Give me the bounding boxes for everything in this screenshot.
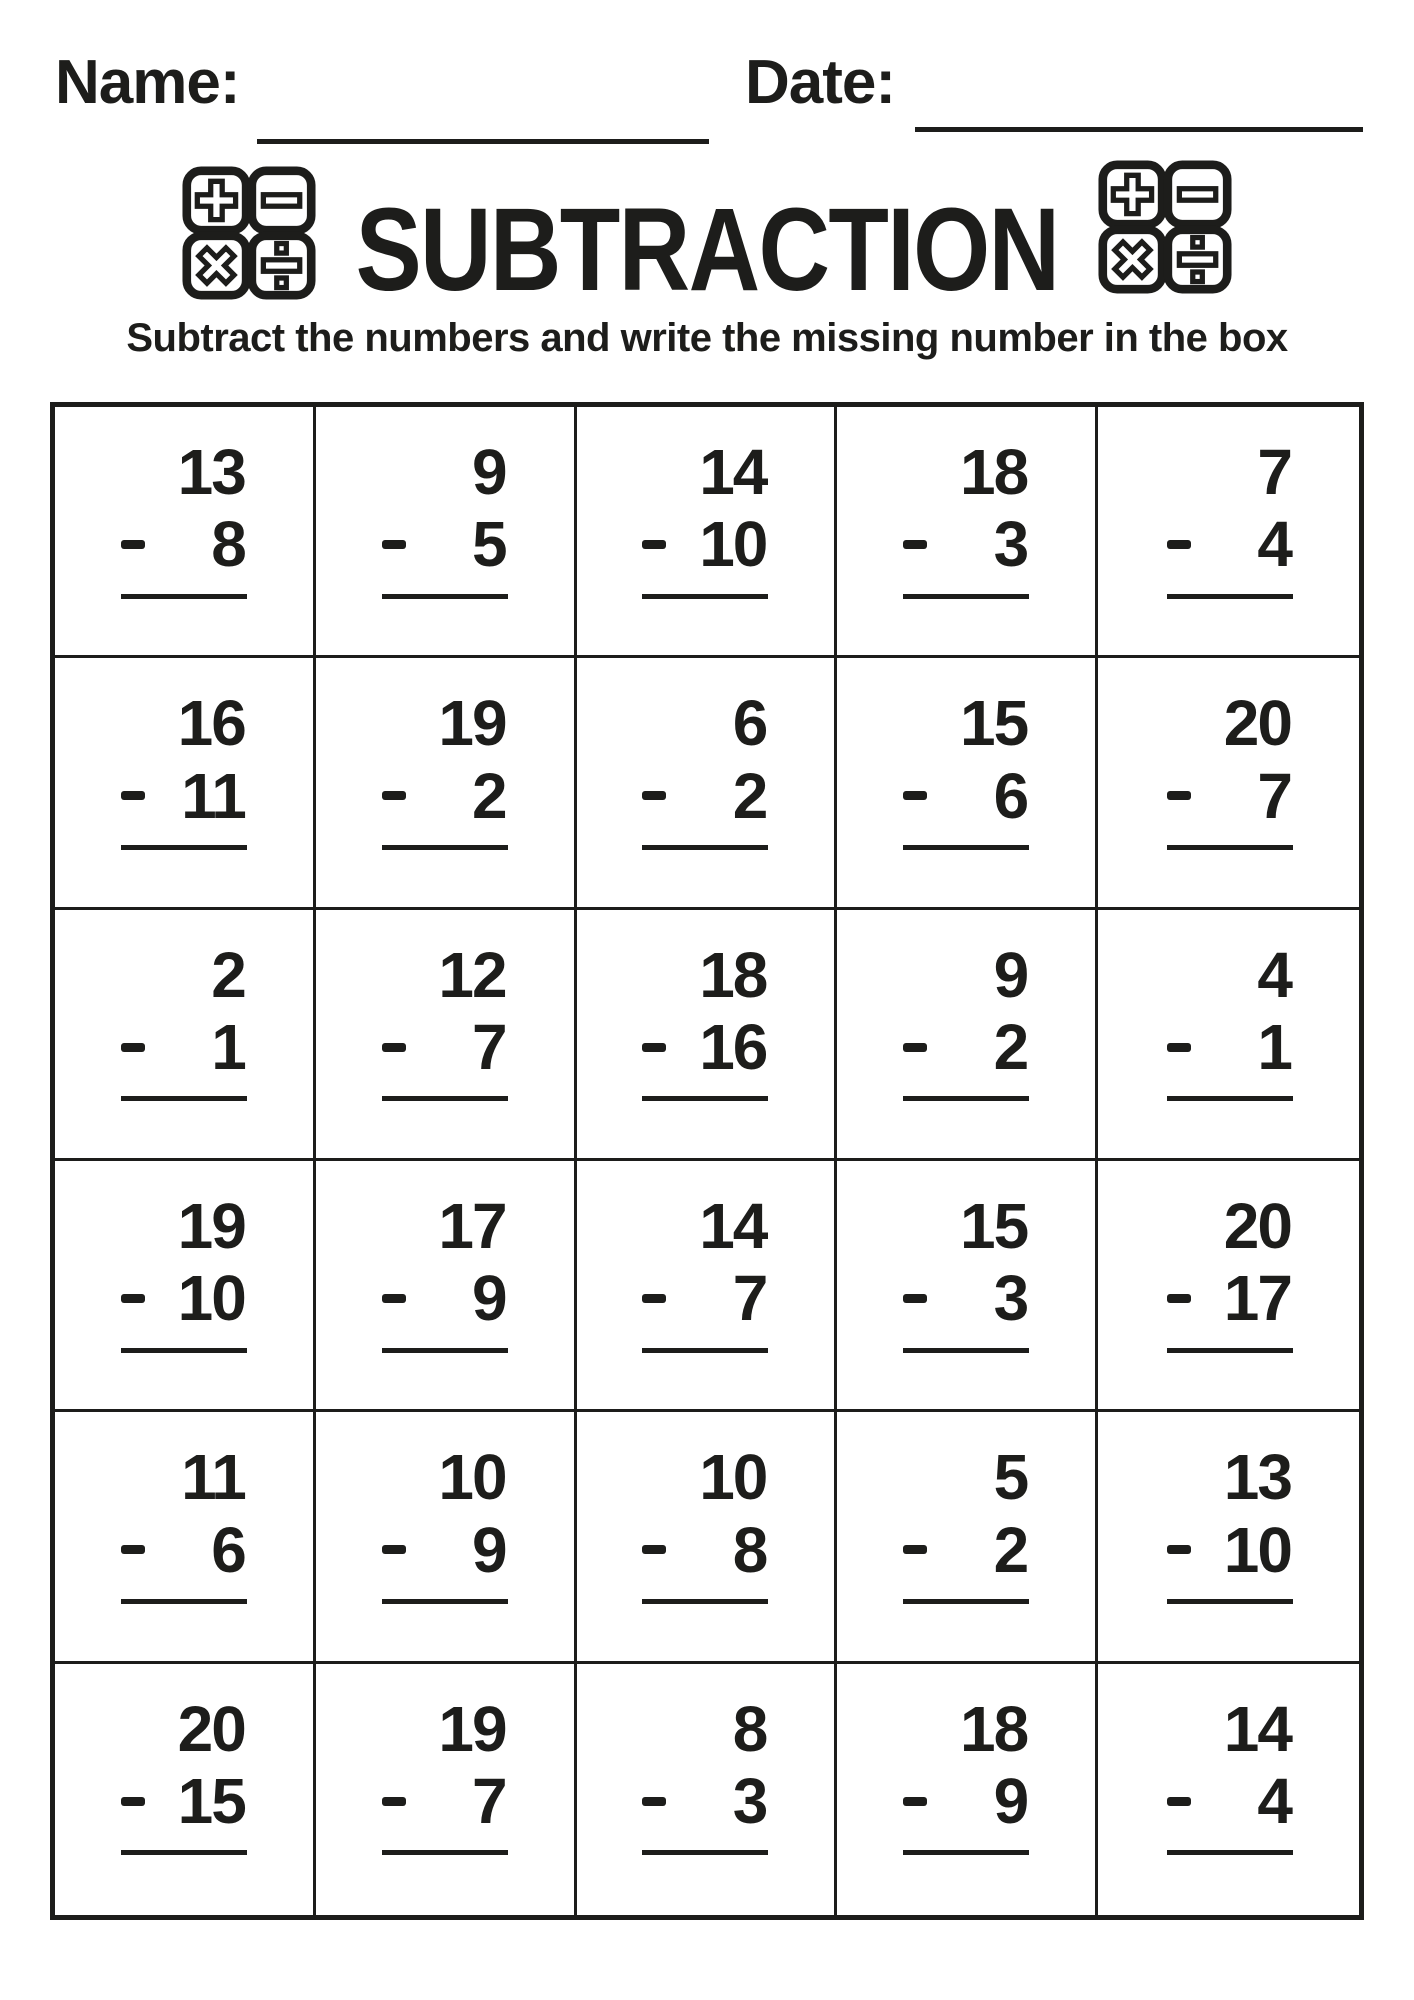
minuend-number: 16 xyxy=(177,687,245,760)
subtrahend-number: 8 xyxy=(211,508,245,581)
problem-cell xyxy=(55,407,316,658)
name-input-line[interactable] xyxy=(257,139,709,144)
minuend-number: 18 xyxy=(699,938,767,1011)
minuend-number: 10 xyxy=(438,1441,506,1514)
minus-icon xyxy=(121,791,145,800)
problem-cell xyxy=(1098,658,1359,909)
problem-cell xyxy=(837,407,1098,658)
subtrahend-number: 10 xyxy=(177,1262,245,1335)
answer-line[interactable] xyxy=(642,1096,768,1101)
subtraction-problem xyxy=(903,940,1029,1102)
answer-line[interactable] xyxy=(903,1096,1029,1101)
minus-icon xyxy=(903,1043,927,1052)
minuend-number: 19 xyxy=(438,1692,506,1765)
subtrahend-number: 7 xyxy=(472,1765,506,1838)
minuend-number: 12 xyxy=(438,938,506,1011)
subtraction-problem xyxy=(1167,437,1293,599)
problem-cell xyxy=(577,910,838,1161)
minuend-number: 15 xyxy=(960,687,1028,760)
answer-line[interactable] xyxy=(382,845,508,850)
minuend-number: 19 xyxy=(177,1189,245,1262)
problem-cell xyxy=(577,1412,838,1663)
subtraction-problem xyxy=(382,1191,508,1353)
problem-cell xyxy=(55,1161,316,1412)
minus-icon xyxy=(642,791,666,800)
answer-line[interactable] xyxy=(1167,1850,1293,1855)
subtrahend-number: 2 xyxy=(993,1513,1028,1586)
subtrahend-number: 7 xyxy=(472,1011,506,1084)
answer-line[interactable] xyxy=(1167,1599,1293,1604)
problem-cell xyxy=(1098,1412,1359,1663)
problem-cell xyxy=(837,1664,1098,1915)
minus-icon xyxy=(642,1545,666,1554)
answer-line[interactable] xyxy=(903,1850,1029,1855)
minuend-number: 13 xyxy=(1223,1441,1291,1514)
minuend-number: 20 xyxy=(1223,1189,1291,1262)
problem-cell xyxy=(316,407,577,658)
minus-icon xyxy=(121,1294,145,1303)
subtraction-problem xyxy=(642,940,768,1102)
minuend-number: 8 xyxy=(732,1692,767,1765)
minuend-number: 20 xyxy=(1223,687,1291,760)
problem-cell xyxy=(1098,407,1359,658)
answer-line[interactable] xyxy=(1167,845,1293,850)
answer-line[interactable] xyxy=(121,1850,247,1855)
minus-icon xyxy=(382,540,406,549)
answer-line[interactable] xyxy=(903,1599,1029,1604)
minus-icon xyxy=(1167,1545,1191,1554)
minus-icon xyxy=(1167,1043,1191,1052)
minus-icon xyxy=(642,540,666,549)
minuend-number: 18 xyxy=(960,436,1028,508)
subtraction-problem xyxy=(1167,940,1293,1102)
problem-cell xyxy=(55,658,316,909)
minus-icon xyxy=(903,1294,927,1303)
answer-line[interactable] xyxy=(382,1850,508,1855)
answer-line[interactable] xyxy=(382,594,508,599)
answer-line[interactable] xyxy=(1167,1348,1293,1353)
subtraction-problem xyxy=(121,688,247,850)
minus-icon xyxy=(121,540,145,549)
problem-cell xyxy=(1098,1664,1359,1915)
subtrahend-number: 4 xyxy=(1257,508,1291,581)
subtrahend-number: 7 xyxy=(1257,759,1291,832)
subtraction-problem xyxy=(903,437,1029,599)
minuend-number: 9 xyxy=(993,938,1028,1011)
minuend-number: 9 xyxy=(472,436,506,508)
subtraction-problem xyxy=(903,1694,1029,1856)
problem-cell xyxy=(316,1161,577,1412)
answer-line[interactable] xyxy=(903,1348,1029,1353)
subtraction-problem xyxy=(642,688,768,850)
subtraction-problem xyxy=(382,940,508,1102)
minus-icon xyxy=(1179,189,1215,200)
subtrahend-number: 3 xyxy=(993,1262,1028,1335)
subtraction-problem xyxy=(642,1442,768,1604)
minuend-number: 17 xyxy=(438,1189,506,1262)
problem-cell xyxy=(837,910,1098,1161)
problem-cell xyxy=(1098,910,1359,1161)
subtraction-problem xyxy=(903,1191,1029,1353)
minuend-number: 19 xyxy=(438,687,506,760)
minuend-number: 2 xyxy=(211,938,245,1011)
answer-line[interactable] xyxy=(642,1599,768,1604)
problems-grid xyxy=(50,402,1364,1920)
minus-icon xyxy=(121,1797,145,1806)
minus-icon xyxy=(642,1043,666,1052)
minus-icon xyxy=(903,1545,927,1554)
problem-cell xyxy=(577,407,838,658)
answer-line[interactable] xyxy=(121,594,247,599)
page-title: SUBTRACTION xyxy=(355,184,1059,316)
answer-line[interactable] xyxy=(642,845,768,850)
problem-cell xyxy=(837,658,1098,909)
problem-cell xyxy=(577,1161,838,1412)
subtraction-problem xyxy=(1167,688,1293,850)
problem-cell xyxy=(577,658,838,909)
subtrahend-number: 7 xyxy=(732,1262,767,1335)
minuend-number: 14 xyxy=(699,1189,767,1262)
subtrahend-number: 9 xyxy=(993,1765,1028,1838)
problem-cell xyxy=(316,658,577,909)
minus-icon xyxy=(1167,540,1191,549)
minuend-number: 13 xyxy=(177,436,245,508)
minus-icon xyxy=(121,1043,145,1052)
subtraction-problem xyxy=(121,1442,247,1604)
subtrahend-number: 2 xyxy=(472,759,506,832)
minus-icon xyxy=(382,1545,406,1554)
minuend-number: 18 xyxy=(960,1692,1028,1765)
answer-line[interactable] xyxy=(382,1599,508,1604)
minus-icon xyxy=(1167,791,1191,800)
subtraction-problem xyxy=(382,688,508,850)
subtrahend-number: 11 xyxy=(181,759,245,832)
answer-line[interactable] xyxy=(903,845,1029,850)
subtraction-problem xyxy=(382,1442,508,1604)
subtrahend-number: 1 xyxy=(1257,1011,1291,1084)
answer-line[interactable] xyxy=(121,1096,247,1101)
minus-icon xyxy=(121,1545,145,1554)
minuend-number: 10 xyxy=(699,1441,767,1514)
subtraction-problem xyxy=(642,437,768,599)
minus-icon xyxy=(642,1294,666,1303)
instructions-text: Subtract the numbers and write the missing number in the box xyxy=(126,316,1288,360)
name-label: Name: xyxy=(55,48,240,117)
problem-cell xyxy=(1098,1161,1359,1412)
subtraction-problem xyxy=(121,940,247,1102)
minuend-number: 5 xyxy=(993,1441,1028,1514)
subtrahend-number: 15 xyxy=(177,1765,245,1838)
subtrahend-number: 6 xyxy=(993,759,1028,832)
answer-line[interactable] xyxy=(642,1348,768,1353)
minuend-number: 11 xyxy=(181,1441,245,1514)
subtrahend-number: 10 xyxy=(699,508,767,581)
minus-icon xyxy=(1167,1294,1191,1303)
answer-line[interactable] xyxy=(903,594,1029,599)
subtrahend-number: 3 xyxy=(993,508,1028,581)
subtrahend-number: 16 xyxy=(699,1011,767,1084)
problem-cell xyxy=(316,1412,577,1663)
minus-icon xyxy=(1167,1797,1191,1806)
subtraction-problem xyxy=(121,1694,247,1856)
subtraction-problem xyxy=(642,1694,768,1856)
minus-icon xyxy=(903,1797,927,1806)
minus-icon xyxy=(382,1043,406,1052)
subtrahend-number: 2 xyxy=(993,1011,1028,1084)
answer-line[interactable] xyxy=(382,1096,508,1101)
date-label: Date: xyxy=(745,48,896,117)
minuend-number: 14 xyxy=(1223,1692,1291,1765)
minus-icon xyxy=(642,1797,666,1806)
minuend-number: 20 xyxy=(177,1692,245,1765)
problem-cell xyxy=(837,1412,1098,1663)
minus-icon xyxy=(382,1797,406,1806)
problem-cell xyxy=(837,1161,1098,1412)
minus-icon xyxy=(382,1294,406,1303)
subtrahend-number: 10 xyxy=(1223,1513,1291,1586)
subtraction-problem xyxy=(1167,1442,1293,1604)
answer-line[interactable] xyxy=(121,1599,247,1604)
problem-cell xyxy=(316,910,577,1161)
subtraction-problem xyxy=(382,1694,508,1856)
subtraction-problem xyxy=(121,437,247,599)
minuend-number: 14 xyxy=(699,436,767,508)
subtraction-problem xyxy=(1167,1191,1293,1353)
subtrahend-number: 9 xyxy=(472,1262,506,1335)
date-input-line[interactable] xyxy=(915,127,1363,132)
minus-icon xyxy=(903,540,927,549)
problem-cell xyxy=(55,1664,316,1915)
subtraction-problem xyxy=(642,1191,768,1353)
subtrahend-number: 9 xyxy=(472,1513,506,1586)
subtrahend-number: 3 xyxy=(732,1765,767,1838)
math-operations-icon-right xyxy=(1098,160,1232,294)
subtrahend-number: 17 xyxy=(1223,1262,1291,1335)
problem-cell xyxy=(55,910,316,1161)
subtrahend-number: 2 xyxy=(732,759,767,832)
subtraction-problem xyxy=(121,1191,247,1353)
subtrahend-number: 4 xyxy=(1257,1765,1291,1838)
subtrahend-number: 5 xyxy=(472,508,506,581)
answer-line[interactable] xyxy=(121,845,247,850)
minuend-number: 7 xyxy=(1257,436,1291,508)
answer-line[interactable] xyxy=(1167,594,1293,599)
problem-cell xyxy=(55,1412,316,1663)
subtraction-problem xyxy=(903,688,1029,850)
answer-line[interactable] xyxy=(1167,1096,1293,1101)
minus-icon xyxy=(382,791,406,800)
subtrahend-number: 6 xyxy=(211,1513,245,1586)
minus-icon xyxy=(903,791,927,800)
minuend-number: 4 xyxy=(1257,938,1291,1011)
answer-line[interactable] xyxy=(642,594,768,599)
subtraction-problem xyxy=(903,1442,1029,1604)
subtrahend-number: 1 xyxy=(211,1011,245,1084)
answer-line[interactable] xyxy=(121,1348,247,1353)
subtraction-problem xyxy=(1167,1694,1293,1856)
problem-cell xyxy=(577,1664,838,1915)
minuend-number: 15 xyxy=(960,1189,1028,1262)
subtraction-problem xyxy=(382,437,508,599)
subtrahend-number: 8 xyxy=(732,1513,767,1586)
answer-line[interactable] xyxy=(382,1348,508,1353)
answer-line[interactable] xyxy=(642,1850,768,1855)
minuend-number: 6 xyxy=(732,687,767,760)
problem-cell xyxy=(316,1664,577,1915)
